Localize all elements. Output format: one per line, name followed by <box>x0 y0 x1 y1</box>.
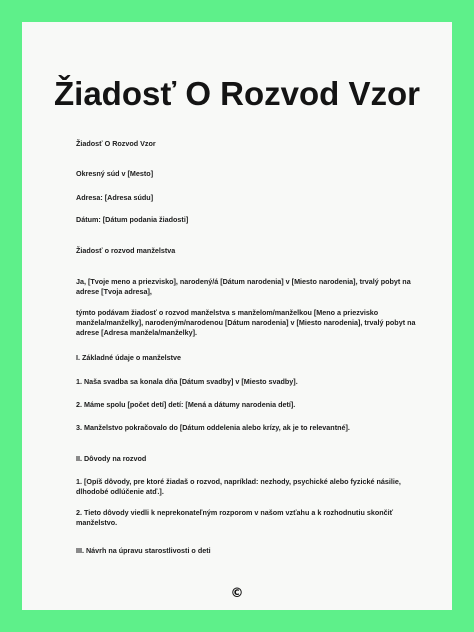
section-heading-2: II. Dôvody na rozvod <box>76 454 147 463</box>
heading-line: Žiadosť O Rozvod Vzor <box>76 139 156 148</box>
list-item: 2. Tieto dôvody viedli k neprekonateľným rozporom v našom vzťahu a k rozhodnutiu skončiť manželstvo. <box>76 508 394 527</box>
copyright-icon: © <box>230 586 244 601</box>
court-address-line: Adresa: [Adresa súdu] <box>76 193 154 202</box>
document-title: Žiadosť O Rozvod Vzor <box>54 75 420 112</box>
request-paragraph: týmto podávam žiadosť o rozvod manželstva s manželom/manželkou [Meno a priezvisko manžela/manželky], narodeným/narodenou [Dátum narodenia] v [Miesto narodenia], trvalý pobyt na adrese [Adresa manžela/manželky]. <box>76 308 416 337</box>
subject-line: Žiadosť o rozvod manželstva <box>76 246 176 255</box>
list-item: 3. Manželstvo pokračovalo do [Dátum oddelenia alebo krízy, ak je to relevantné]. <box>76 423 350 432</box>
section-heading-1: I. Základné údaje o manželstve <box>76 353 182 362</box>
list-item: 1. Naša svadba sa konala dňa [Dátum svadby] v [Miesto svadby]. <box>76 377 298 386</box>
date-line: Dátum: [Dátum podania žiadosti] <box>76 215 189 224</box>
list-item: 2. Máme spolu [počet detí] detí: [Mená a dátumy narodenia detí]. <box>76 400 296 409</box>
applicant-paragraph: Ja, [Tvoje meno a priezvisko], narodený/á [Dátum narodenia] v [Miesto narodenia], trvalý pobyt na adrese [Tvoja adresa], <box>76 277 411 296</box>
document-page <box>22 22 452 610</box>
section-heading-3: III. Návrh na úpravu starostlivosti o deti <box>76 546 211 555</box>
list-item: 1. [Opíš dôvody, pre ktoré žiadaš o rozvod, napríklad: nezhody, psychické alebo fyzické násilie, dlhodobé odlúčenie atď.]. <box>76 477 401 496</box>
court-line: Okresný súd v [Mesto] <box>76 169 154 178</box>
